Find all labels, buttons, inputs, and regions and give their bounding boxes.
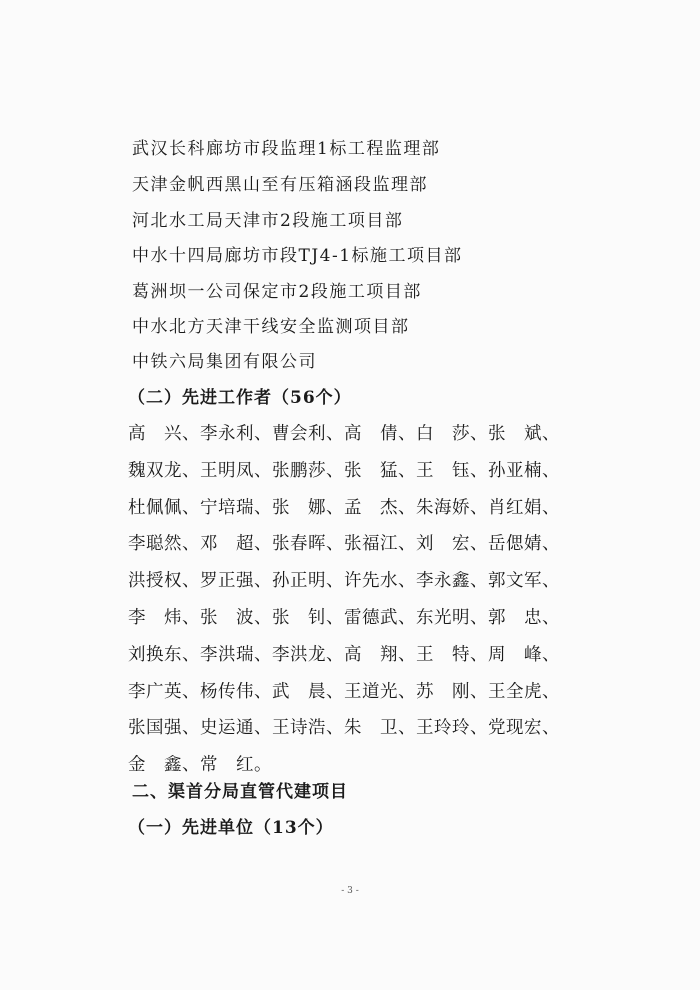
unit-line-1: 武汉长科廊坊市段监理1标工程监理部	[132, 139, 441, 159]
unit-line-3: 河北水工局天津市2段施工项目部	[132, 211, 404, 231]
names-row: 刘换东、李洪瑞、李洪龙、高 翔、王 特、周 峰、	[128, 644, 560, 665]
advanced-workers-names	[128, 420, 588, 788]
names-row: 金 鑫、常 红。	[128, 755, 272, 776]
advanced-units-heading: （一）先进单位（13个）	[128, 818, 334, 838]
names-row: 洪授权、罗正强、孙正明、许先水、李永鑫、郭文军、	[128, 571, 560, 592]
names-row: 张国强、史运通、王诗浩、朱 卫、王玲玲、党现宏、	[128, 718, 560, 739]
section-two-heading: 二、渠首分局直管代建项目	[132, 782, 348, 802]
unit-line-2: 天津金帆西黑山至有压箱涵段监理部	[132, 175, 428, 195]
page-number: - 3 -	[341, 886, 359, 896]
names-row: 李聪然、邓 超、张春晖、张福江、刘 宏、岳偲婧、	[128, 534, 560, 555]
names-row: 李 炜、张 波、张 钊、雷德武、东光明、郭 忠、	[128, 607, 560, 628]
advanced-workers-heading: （二）先进工作者（56个）	[128, 388, 352, 408]
names-row: 魏双龙、王明凤、张鹏莎、张 猛、王 钰、孙亚楠、	[128, 460, 560, 481]
unit-line-6: 中水北方天津干线安全监测项目部	[132, 317, 410, 337]
names-row: 杜佩佩、宁培瑞、张 娜、孟 杰、朱海娇、肖红娟、	[128, 497, 560, 518]
unit-line-5: 葛洲坝一公司保定市2段施工项目部	[132, 282, 422, 302]
names-row: 高 兴、李永利、曹会利、高 倩、白 莎、张 斌、	[128, 424, 560, 444]
names-row: 李广英、杨传伟、武 晨、王道光、苏 刚、王全虎、	[128, 681, 560, 702]
unit-line-7: 中铁六局集团有限公司	[132, 352, 317, 372]
unit-line-4: 中水十四局廊坊市段TJ4-1标施工项目部	[132, 246, 463, 266]
